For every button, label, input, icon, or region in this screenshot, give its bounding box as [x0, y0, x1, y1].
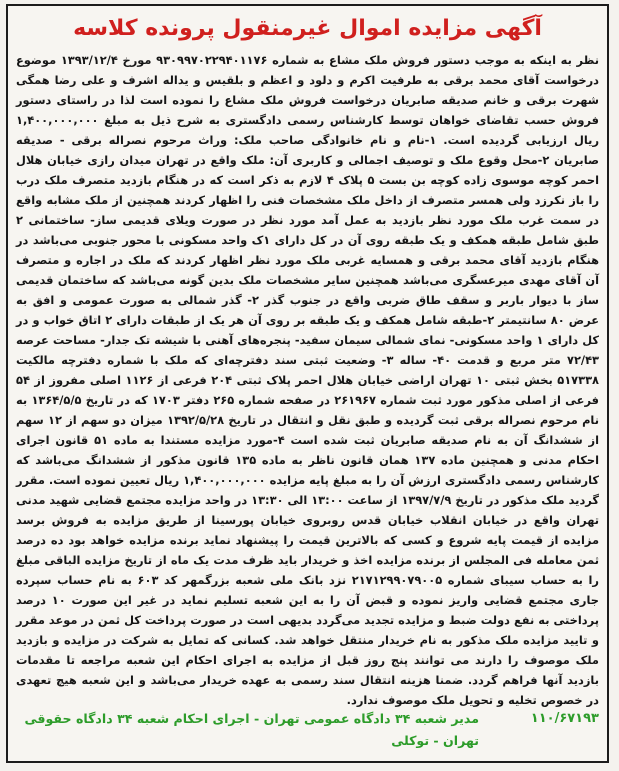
notice-frame	[6, 4, 609, 763]
notice-title: آگهی مزایده اموال غیرمنقول پرونده کلاسه	[73, 16, 542, 41]
notice-signature: مدیر شعبه ۳۴ دادگاه عمومی تهران - اجرای احکام شعبه ۳۴ دادگاه حقوقی تهران - توکلی	[24, 711, 479, 748]
notice-footer	[16, 708, 599, 760]
notice-body: نظر به اینکه به موجب دستور فروش ملک مشاع به شماره ۹۳۰۹۹۷۰۲۲۹۴۰۱۱۷۶ مورخ ۱۳۹۳/۱۲/۴ موضوع درخواست آقای محمد برقی به طرفیت اکرم و دلود و اعظم و بلقیس و یداله اشرف و علی رضا همگی شهرت برقی و خانم صدیقه صابریان درخواست فروش ملک مشاع را نموده است لذا در راستای دستور فروش حسب تقاضای خواهان توسط کارشناس رسمی دادگستری به شرح ذیل به مبلغ ۱,۴۰۰,۰۰۰,۰۰۰ ریال ارزیابی گردیده است. ۱-نام و نام خانوادگی صاحب ملک: وراث مرحوم نصراله برقی - صدیقه صابریان ۲-محل وقوع ملک و توصیف اجمالی و کاربری آن: ملک واقع در تهران میدان رازی خیابان هلال احمر کوچه موسوی زاده کوچه بن بست ۵ پلاک ۴ لازم به ذکر است که در هنگام بازدید متصرف ملک درب را باز نکرزد ولی همسر متصرف از داخل ملک مشخصات فنی را اظهار کردند همچنین از ملک مشابه واقع در سمت غرب ملک مورد نظر بازدید به عمل آمد مورد نظر در صورت ویلای قدیمی ساز- ساختمانی ۲ طبق شامل طبقه همکف و یک طبقه روی آن در کل دارای ۱ک واحد مسکونی با محور جنوبی می‌باشد در هنگام بازدید آقای محمد برقی و همسایه غربی ملک مورد نظر اظهار کردند که ملک در اجاره و متصرف آن آقای مهدی میرعسگری می‌باشد همچنین سایر مشخصات ملک بدین گونه می‌باشد که ساختمان قدیمی ساز با دیوار باربر و سقف طاق ضربی واقع در جنوب گذر ۲- گذر شمالی به صورت عمومی و افق به عرض ۸۰ سانتیمتر ۲-طبقه شامل همکف و یک طبقه بر روی آن هر یک از طبقات دارای ۲ اتاق خواب و در کل دارای ۱ واحد مسکونی- نمای شمالی سیمان سفید- پنجره‌های آهنی با شیشه تک جدار- مساحت عرصه ۷۲/۴۳ متر مربع و قدمت ۴۰- ساله ۳- وضعیت ثبتی سند دفترچه‌ای که ملک با شماره دفترچه مالکیت ۵۱۷۳۳۸ بخش ثبتی ۱۰ تهران اراضی خیابان هلال احمر پلاک ثبتی ۲۰۴ فرعی از ۱۱۲۶ اصلی مفروز از ۵۴ فرعی از اصلی مذکور مورد ثبت شماره ۲۶۱۹۶۷ در صفحه شماره ۲۶۵ دفتر ۱۷۰۳ که در تاریخ ۱۳۶۴/۵/۵ به نام مرحوم نصراله برقی ثبت گردیده و طبق نقل و انتقال در تاریخ ۱۳۹۲/۵/۲۸ میزان دو سهم از ۱۲ سهم از ششدانگ آن به نام صدیقه صابریان ثبت شده است ۴-مورد مزایده مستندا به ماده ۵۱ قانون اجرای احکام مدنی و همچنین ماده ۱۳۷ همان قانون ناظر به ماده ۱۳۵ قانون مذکور از ششدانگ می‌باشد که کارشناس رسمی دادگستری ارزش آن را به مبلغ پایه مزایده ۱,۴۰۰,۰۰۰,۰۰۰ ریال تعیین نموده است. مقرر گردید ملک مذکور در تاریخ ۱۳۹۷/۷/۹ از ساعت ۱۳:۰۰ الی ۱۳:۳۰ در واحد مزایده مجتمع قضایی شهید مدنی تهران واقع در خیابان انقلاب خیابان قدس روبروی خیابان پورسینا از طریق مزایده به فروش برسد مزایده از قیمت پایه شروع و کسی که بالاترین قیمت را پیشنهاد نماید برنده مزایده خواهد بود ده درصد ثمن معامله فی المجلس از برنده مزایده اخذ و خریدار باید ظرف مدت یک ماه از تاریخ مزایده الباقی مبلغ را به حساب سیبای شماره ۲۱۷۱۲۹۹۰۷۹۰۰۵ نزد بانک ملی شعبه بزرگمهر کد ۶۰۳ به نام حساب سپرده جاری مجتمع قضایی واریز نموده و قبض آن را به این شعبه تسلیم نماید در غیر این صورت ۱۰ درصد پرداختی به نفع دولت ضبط و مزایده تجدید می‌گردد بدیهی است در صورت پرداخت کل ثمن در موعد مقرر و تایید مزایده ملک مذکور به نام خریدار منتقل خواهد شد. کسانی که تمایل به شرکت در مزایده و بازدید ملک موصوف را دارند می توانند پنج روز قبل از مزایده به اجرای احکام این شعبه مراجعه تا مقدمات بازدید آنها فراهم گردد. ضمنا هزینه انتقال سند رسمی به عهده خریدار می‌باشد و این شعبه هیچ تعهدی در خصوص تخلیه و تحویل ملک موصوف ندارد.	[16, 53, 600, 707]
notice-code: ۱۱۰/۶۷۱۹۳	[530, 711, 599, 726]
